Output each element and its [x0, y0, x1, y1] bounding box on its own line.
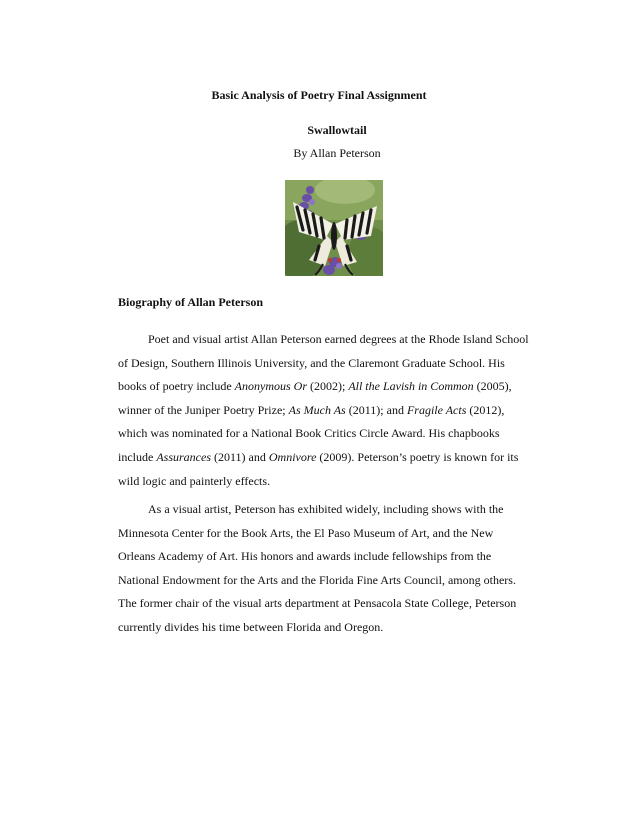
paragraph-line	[118, 399, 548, 423]
text-run: (2011); and	[345, 402, 407, 417]
paragraph-line: The former chair of the visual arts department at Pensacola State College, Peterson	[118, 596, 517, 611]
book-title-fragile-acts: Fragile Acts	[406, 402, 467, 417]
paragraph-line: National Endowment for the Arts and the Florida Fine Arts Council, among others.	[118, 572, 516, 587]
text-run: (2012),	[466, 402, 505, 417]
book-title-as-much-as: As Much As	[288, 402, 346, 417]
text-run: (2002);	[306, 379, 349, 394]
text-run: (2011) and	[211, 449, 269, 464]
paragraph-line: which was nominated for a National Book Critics Circle Award. His chapbooks	[118, 426, 500, 441]
poem-title: Swallowtail	[307, 123, 367, 137]
assignment-title: Basic Analysis of Poetry Final Assignment	[211, 88, 427, 102]
paragraph-line: currently divides his time between Florida and Oregon.	[118, 619, 384, 634]
text-run: winner of the Juniper Poetry Prize;	[118, 402, 289, 417]
text-run: books of poetry include	[118, 379, 235, 394]
paragraph-line: Minnesota Center for the Book Arts, the El Paso Museum of Art, and the New	[118, 525, 494, 540]
book-title-anonymous-or: Anonymous Or	[234, 379, 307, 394]
biography-paragraph-1	[118, 328, 548, 493]
paragraph-line	[118, 446, 548, 470]
text-run: include	[118, 449, 157, 464]
book-title-omnivore: Omnivore	[268, 449, 317, 464]
paragraph-line: Poet and visual artist Allan Peterson earned degrees at the Rhode Island School	[148, 332, 529, 346]
text-run: (2005),	[473, 379, 512, 394]
author-byline: By Allan Peterson	[293, 146, 381, 160]
book-title-assurances: Assurances	[156, 449, 211, 464]
paragraph-line: wild logic and painterly effects.	[118, 473, 271, 488]
paragraph-line	[118, 375, 548, 399]
swallowtail-butterfly-image	[285, 180, 383, 276]
text-run: (2009). Peterson’s poetry is known for its	[316, 449, 519, 464]
biography-paragraph-2	[118, 498, 548, 640]
book-title-all-the-lavish-in-common: All the Lavish in Common	[348, 379, 474, 394]
paragraph-line: of Design, Southern Illinois University, and the Claremont Graduate School. His	[118, 355, 505, 370]
paragraph-line: As a visual artist, Peterson has exhibited widely, including shows with the	[148, 502, 504, 516]
biography-heading: Biography of Allan Peterson	[118, 295, 264, 309]
paragraph-line: Orleans Academy of Art. His honors and awards include fellowships from the	[118, 549, 492, 564]
